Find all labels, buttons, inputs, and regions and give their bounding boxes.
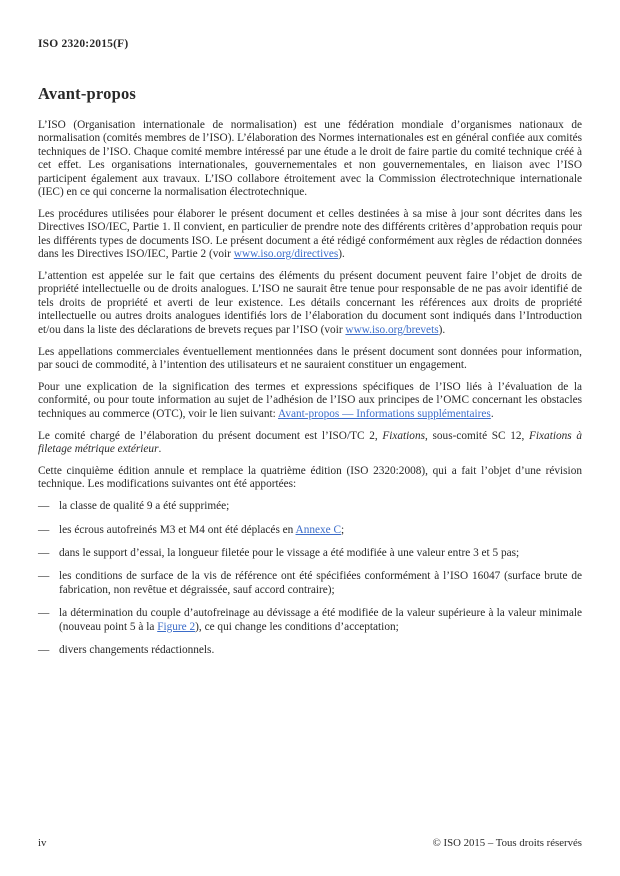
- text-run: Les appellations commerciales éventuellement mentionnées dans le présent document sont données pour information, par souci de commodité, à l’intention des utilisateurs et ne sauraient constituer un engagement.: [38, 345, 582, 371]
- list-item: [38, 644, 582, 657]
- list-item-text: [59, 500, 582, 513]
- page-number: iv: [38, 837, 47, 849]
- dash-marker: —: [38, 523, 50, 536]
- list-item: [38, 500, 582, 513]
- document-body: [38, 119, 582, 668]
- text-run: dans le support d’essai, la longueur filetée pour le vissage a été modifiée à une valeur entre 3 et 5 pas;: [59, 547, 520, 560]
- text-run: la classe de qualité 9 a été supprimée;: [59, 500, 230, 513]
- annexe-c-link[interactable]: Annexe C: [295, 523, 342, 536]
- list-item-text: [59, 607, 582, 634]
- list-item: [38, 570, 582, 597]
- avant-propos-informations-link[interactable]: Avant-propos — Informations supplémentaires: [278, 407, 491, 420]
- dash-marker: —: [38, 570, 50, 583]
- running-header: ISO 2320:2015(F): [38, 38, 129, 50]
- iso-directives-link[interactable]: www.iso.org/directives: [233, 248, 339, 261]
- text-run: ), ce qui change les conditions d’acceptation;: [195, 620, 399, 633]
- list-item-text: [59, 570, 582, 597]
- page-title: Avant-propos: [38, 84, 137, 103]
- text-run: Cette cinquième édition annule et remplace la quatrième édition (ISO 2320:2008), qui a fait l’objet d’une révision technique. Les modifications suivantes ont été apportées:: [38, 464, 582, 491]
- dash-marker: —: [38, 500, 50, 513]
- list-item: [38, 547, 582, 560]
- paragraph-iso-intro: [38, 119, 582, 199]
- text-run: Pour une explication de la signification des termes et expressions spécifiques de l’ISO liés à l’évaluation de la conformité, ou pour toute information au sujet de l’adhésion de l’ISO aux principes de l’OMC concernant les obstacles techniques au commerce (OTC), voir le lien suivant:: [38, 380, 582, 420]
- paragraph-procedures: [38, 208, 582, 262]
- list-item-text: [59, 644, 582, 657]
- text-run: , sous-comité SC 12,: [425, 429, 529, 442]
- italic-text: Fixations à filetage métrique extérieur: [38, 429, 582, 456]
- text-run: .: [490, 407, 494, 420]
- figure-2-link[interactable]: Figure 2: [157, 620, 196, 633]
- copyright-notice: © ISO 2015 – Tous droits réservés: [432, 837, 582, 849]
- page-footer: [38, 837, 582, 849]
- text-run: .: [158, 443, 162, 456]
- text-run: la détermination du couple d’autofreinage au dévissage a été modifiée de la valeur supérieure à la valeur minimale (nouveau point 5 à la: [59, 607, 582, 633]
- list-item: [38, 524, 582, 537]
- text-run: ).: [438, 323, 446, 336]
- paragraph-trade-names: [38, 346, 582, 373]
- list-item-text: [59, 547, 582, 560]
- text-run: les écrous autofreinés M3 et M4 ont été déplacés en: [59, 523, 296, 536]
- dash-marker: —: [38, 644, 50, 657]
- text-run: Les procédures utilisées pour élaborer le présent document et celles destinées à sa mise à jour sont décrites dans les Directives ISO/IEC, Partie 1. Il convient, en particulier de prendre note des différents critères d’approbation requis pour les différents types de documents ISO. Le présent document a été rédigé conformément aux règles de rédaction données dans les Directives ISO/IEC, Partie 2 (voir: [38, 207, 582, 261]
- list-item: [38, 607, 582, 634]
- text-run: divers changements rédactionnels.: [59, 644, 215, 657]
- paragraph-committee: [38, 430, 582, 457]
- italic-text: Fixations: [382, 429, 426, 442]
- text-run: les conditions de surface de la vis de référence ont été spécifiées conformément à l’ISO 16047 (surface brute de fabrication, non revêtue et dégraissée, sauf accord contraire);: [59, 570, 582, 596]
- text-run: ).: [338, 248, 345, 261]
- iso-brevets-link[interactable]: www.iso.org/brevets: [345, 323, 439, 336]
- dash-marker: —: [38, 607, 50, 620]
- paragraph-patents: [38, 270, 582, 337]
- paragraph-wto-otc: [38, 381, 582, 421]
- text-run: L’ISO (Organisation internationale de normalisation) est une fédération mondiale d’organismes nationaux de normalisation (comités membres de l’ISO). L’élaboration des Normes internationales est en général confiée aux comités techniques de l’ISO. Chaque comité membre intéressé par une étude a le droit de faire partie du comité technique créé à cet effet. Les organisations internationales, gouvernementales et non gouvernementales, en liaison avec l’ISO participent également aux travaux. L’ISO collabore étroitement avec la Commission électrotechnique internationale (IEC) en ce qui concerne la normalisation électrotechnique.: [38, 119, 582, 199]
- dash-marker: —: [38, 547, 50, 560]
- text-run: ;: [341, 523, 345, 536]
- paragraph-edition: [38, 465, 582, 492]
- text-run: Le comité chargé de l’élaboration du présent document est l’ISO/TC 2,: [38, 429, 383, 442]
- modifications-list: [38, 500, 582, 657]
- text-run: L’attention est appelée sur le fait que certains des éléments du présent document peuvent faire l’objet de droits de propriété intellectuelle ou de droits analogues. L’ISO ne saurait être tenue pour responsable de ne pas avoir identifié de tels droits de propriété et averti de leur existence. Les détails concernant les références aux droits de propriété intellectuelle ou autres droits analogues identifiés lors de l’élaboration du document sont indiqués dans l’Introduction et/ou dans la liste des déclarations de brevets reçues par l’ISO (voir: [38, 270, 582, 336]
- list-item-text: [59, 524, 582, 537]
